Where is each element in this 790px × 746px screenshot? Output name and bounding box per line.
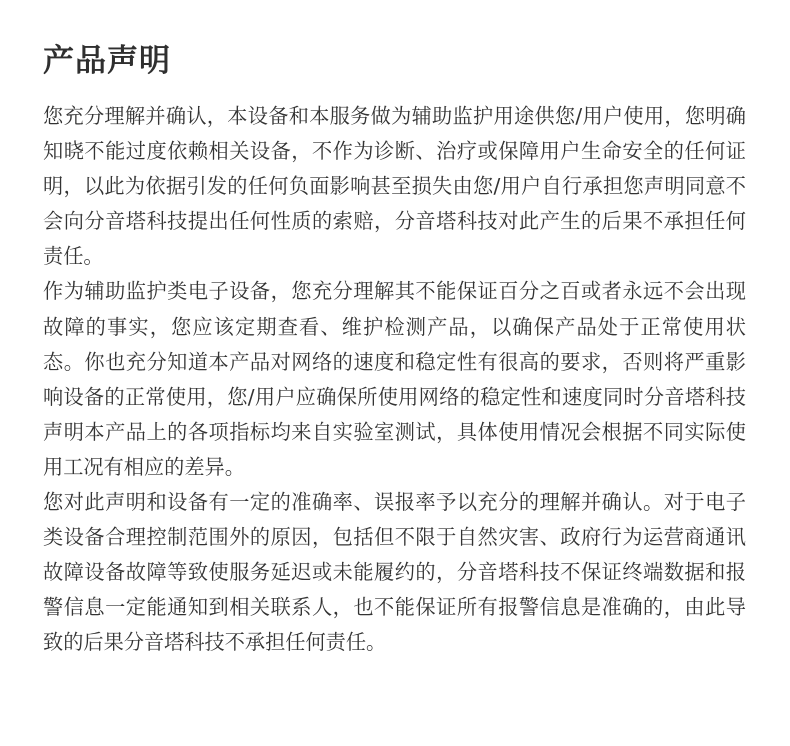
statement-body (43, 99, 746, 661)
statement-paragraph-1: 您充分理解并确认，本设备和本服务做为辅助监护用途供您/用户使用，您明确知晓不能过度依赖相关设备，不作为诊断、治疗或保障用户生命安全的任何证明，以此为依据引发的任何负面影响甚至损失由您/用户自行承担您声明同意不会向分音塔科技提出任何性质的索赔，分音塔科技对此产生的后果不承担任何责任。 (43, 104, 746, 269)
statement-paragraph-3: 您对此声明和设备有一定的准确率、误报率予以充分的理解并确认。对于电子类设备合理控制范围外的原因，包括但不限于自然灾害、政府行为运营商通讯故障设备故障等致使服务延迟或未能履约的，分音塔科技不保证终端数据和报警信息一定能通知到相关联系人，也不能保证所有报警信息是准确的，由此导致的后果分音塔科技不承担任何责任。 (43, 490, 746, 655)
page-title: 产品声明 (43, 43, 171, 79)
statement-paragraph-2: 作为辅助监护类电子设备，您充分理解其不能保证百分之百或者永远不会出现故障的事实，您应该定期查看、维护检测产品，以确保产品处于正常使用状态。你也充分知道本产品对网络的速度和稳定性有很高的要求，否则将严重影响设备的正常使用，您/用户应确保所使用网络的稳定性和速度同时分音塔科技声明本产品上的各项指标均来自实验室测试，具体使用情况会根据不同实际使用工况有相应的差异。 (43, 279, 746, 479)
